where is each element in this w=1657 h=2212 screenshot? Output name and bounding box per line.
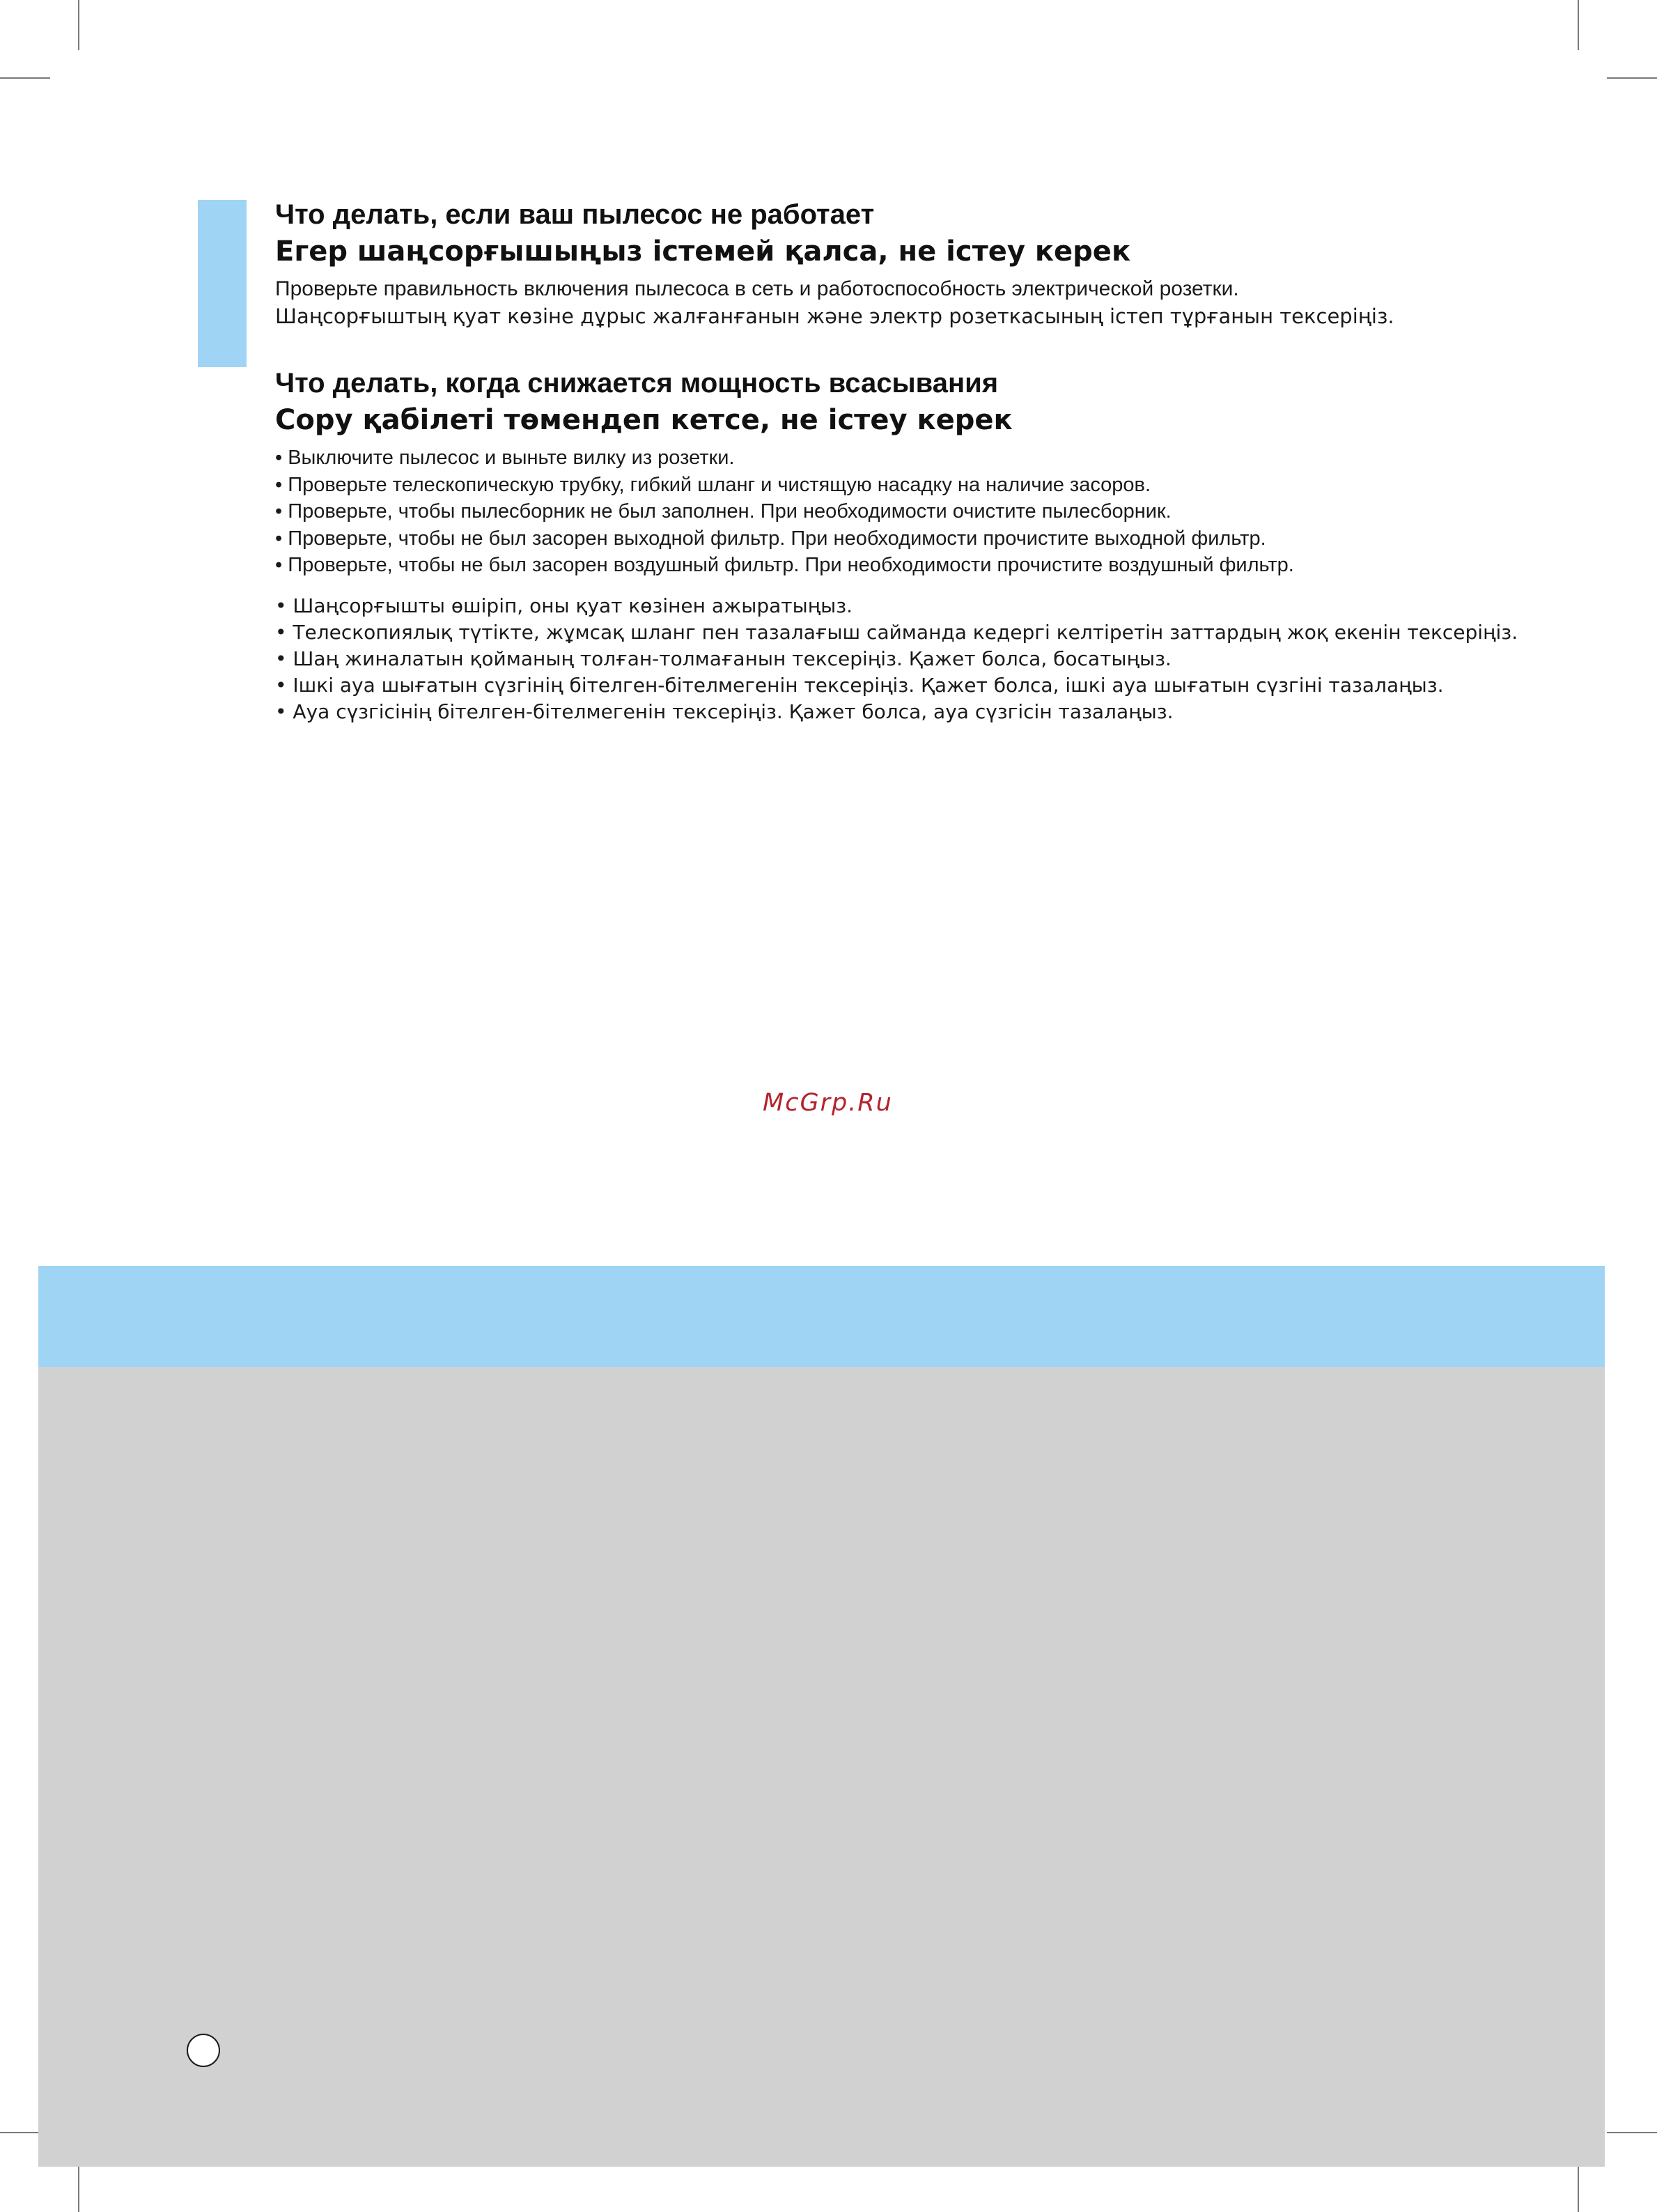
crop-mark-top-right [1578,0,1579,50]
crop-mark-top-left [78,0,79,50]
crop-mark-bottom-right-h [1607,2132,1657,2133]
bullet-list-ru [275,444,1529,579]
section1-title-ru: Что делать, если ваш пылесос не работает [275,199,875,230]
section1-title-kz: Егер шаңсорғышыңыз істемей қалса, не істеу керек [275,235,1131,268]
section-accent-bar [198,200,247,367]
watermark-text: McGrp.Ru [763,1089,893,1117]
list-item: • Выключите пылесос и выньте вилку из розетки. [275,444,1529,472]
list-item: • Проверьте, чтобы пылесборник не был заполнен. При необходимости очистите пылесборник. [275,498,1529,525]
section1-text-kz: Шаңсорғыштың қуат көзіне дұрыс жалғанғанын және электр розеткасының істеп тұрғанын тексеріңіз. [275,304,1394,328]
crop-mark-top-right-h [1607,77,1657,79]
list-item: • Шаңсорғышты өшіріп, оны қуат көзінен ажыратыңыз. [275,593,1529,619]
page-number-circle-icon [187,2034,220,2067]
list-item: • Телескопиялық түтікте, жұмсақ шланг пен тазалағыш сайманда кедергі келтіретін заттардың жоқ екенін тексеріңіз. [275,619,1529,646]
list-item: • Ішкі ауа шығатын сүзгінің бітелген-бітелмегенін тексеріңіз. Қажет болса, ішкі ауа шығатын сүзгіні тазалаңыз. [275,672,1529,699]
crop-mark-bottom-left [78,2162,79,2212]
section2-title-kz: Сору қабілеті төмендеп кетсе, не істеу керек [275,404,1013,436]
list-item: • Шаң жиналатын қойманың толған-толмағанын тексеріңіз. Қажет болса, босатыңыз. [275,646,1529,672]
list-item: • Проверьте, чтобы не был засорен воздушный фильтр. При необходимости прочистите воздушный фильтр. [275,552,1529,579]
section2-title-ru: Что делать, когда снижается мощность всасывания [275,368,999,399]
footer-grey-panel [38,1367,1605,2167]
section1-text-ru: Проверьте правильность включения пылесоса в сеть и работоспособность электрической розетки. [275,277,1239,300]
list-item: • Проверьте телескопическую трубку, гибкий шланг и чистящую насадку на наличие засоров. [275,472,1529,499]
crop-mark-top-left-h [0,77,50,79]
section-not-working [275,196,1529,330]
bullet-list-kz [275,593,1529,725]
list-item: • Проверьте, чтобы не был засорен выходной фильтр. При необходимости прочистите выходной фильтр. [275,525,1529,552]
list-item: • Ауа сүзгісінің бітелген-бітелмегенін тексеріңіз. Қажет болса, ауа сүзгісін тазалаңыз. [275,699,1529,725]
section-suction-drop [275,365,1529,725]
footer-blue-band [38,1266,1605,1367]
crop-mark-bottom-right [1578,2162,1579,2212]
